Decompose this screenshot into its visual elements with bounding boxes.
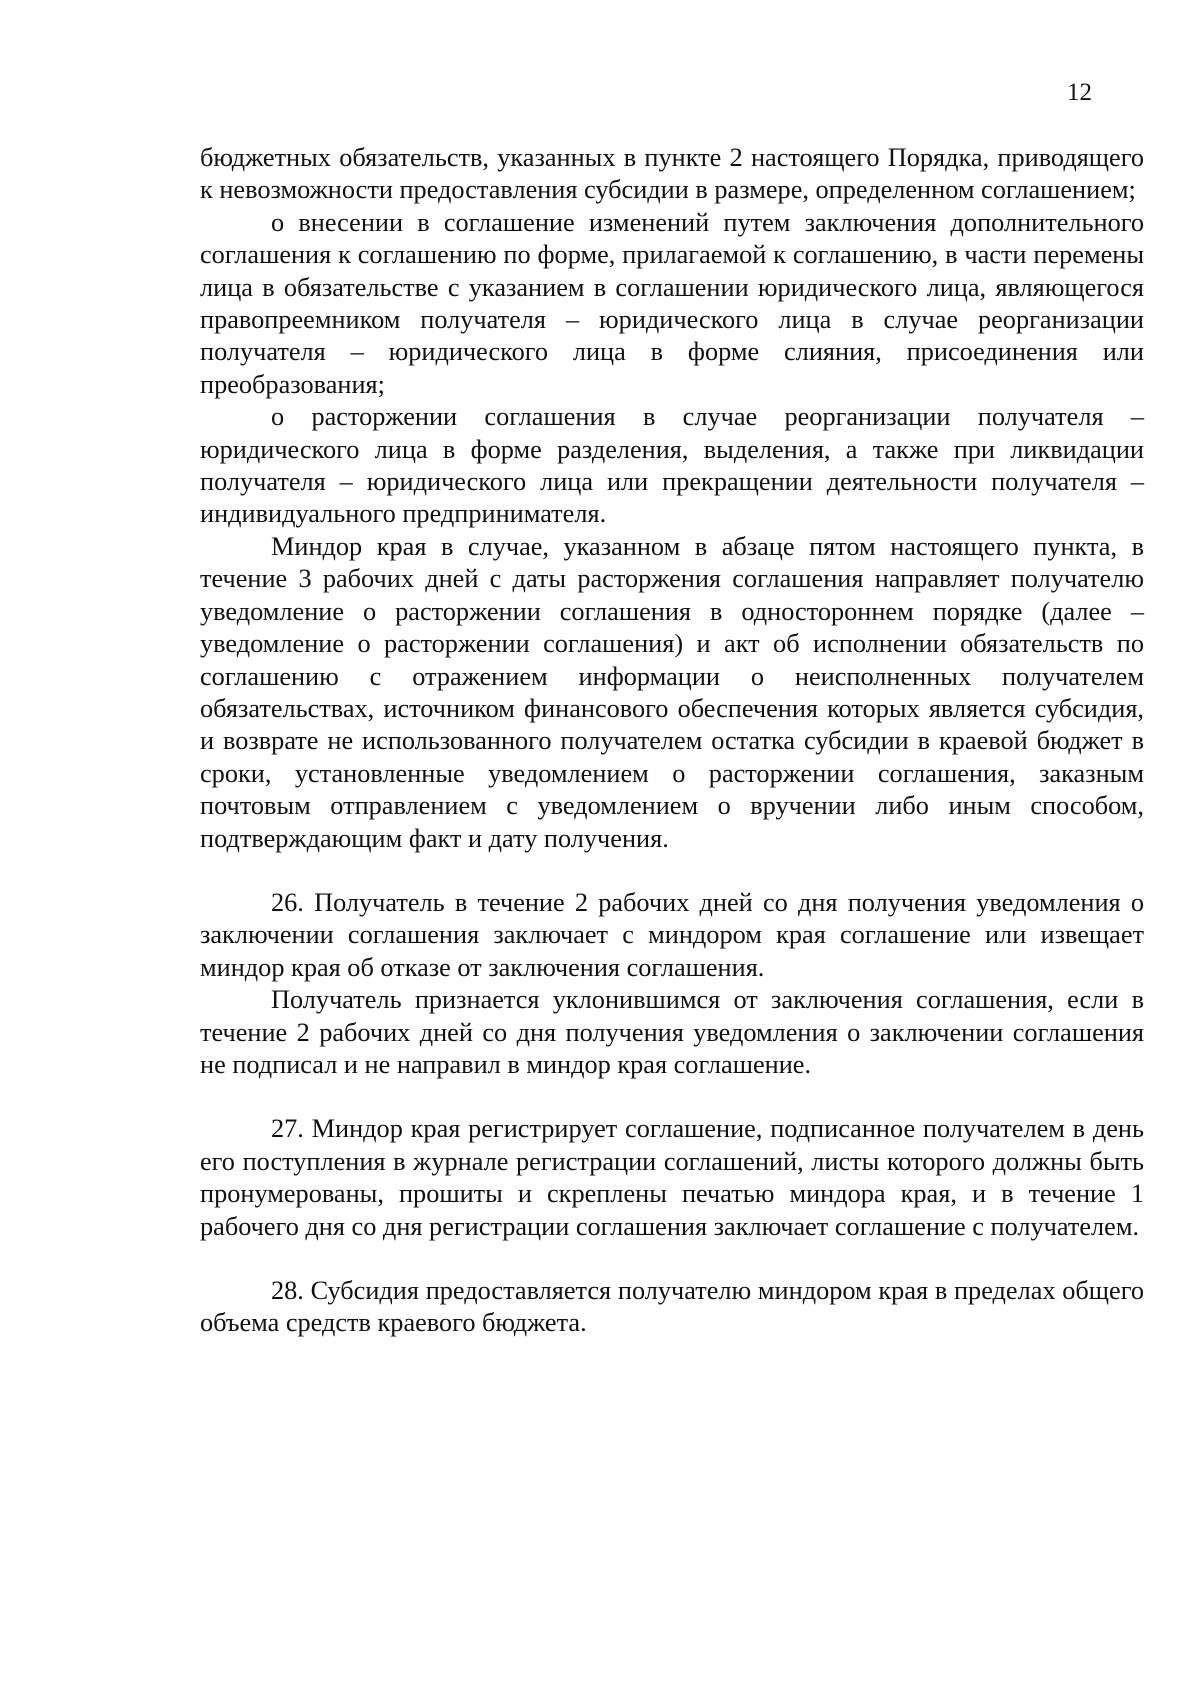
paragraph-termination-notice: Миндор края в случае, указанном в абзаце пятом настоящего пункта, в течение 3 рабочих дней с даты расторжения соглашения направляет получателю уведомление о расторжении соглашения в одностороннем порядке (далее – уведомление о расторжении соглашения) и акт об исполнении обязательств по соглашению с отражением информации о неисполненных получателем обязательствах, источником финансового обеспечения которых является субсидия, и возврате не использованного получателем остатка субсидии в краевой бюджет в сроки, установленные уведомлением о расторжении соглашения, заказным почтовым отправлением с уведомлением о вручении либо иным способом, подтверждающим факт и дату получения.: [200, 531, 1144, 853]
paragraph-item-26: 26. Получатель в течение 2 рабочих дней со дня получения уведомления о заключении соглашения заключает с миндором края соглашение или извещает миндор края об отказе от заключения соглашения.: [200, 887, 1144, 982]
paragraph-budget-obligations: бюджетных обязательств, указанных в пункте 2 настоящего Порядка, приводящего к невозможности предоставления субсидии в размере, определенном соглашением;: [200, 143, 1144, 205]
paragraph-spacer: [200, 855, 1144, 887]
paragraph-agreement-termination: о расторжении соглашения в случае реорганизации получателя – юридического лица в форме разделения, выделения, а также при ликвидации получателя – юридического лица или прекращении деятельности получателя – индивидуального предпринимателя.: [200, 402, 1144, 529]
document-body: [200, 142, 1144, 1340]
paragraph-item-27: 27. Миндор края регистрирует соглашение, подписанное получателем в день его поступления в журнале регистрации соглашений, листы которого должны быть пронумерованы, прошиты и скреплены печатью миндора края, и в течение 1 рабочего дня со дня регистрации соглашения заключает соглашение с получателем.: [200, 1114, 1144, 1241]
paragraph-item-26-evasion: Получатель признается уклонившимся от заключения соглашения, если в течение 2 рабочих дней со дня получения уведомления о заключении соглашения не подписал и не направил в миндор края соглашение.: [200, 985, 1144, 1079]
page-number: 12: [1067, 79, 1092, 106]
paragraph-agreement-amendment: о внесении в соглашение изменений путем заключения дополнительного соглашения к соглашению по форме, прилагаемой к соглашению, в части перемены лица в обязательстве с указанием в соглашении юридического лица, являющегося правопреемником получателя – юридического лица в случае реорганизации получателя – юридического лица в форме слияния, присоединения или преобразования;: [200, 207, 1144, 399]
paragraph-item-28: 28. Субсидия предоставляется получателю миндором края в пределах общего объема средств краевого бюджета.: [200, 1276, 1144, 1338]
paragraph-spacer: [200, 1243, 1144, 1275]
paragraph-spacer: [200, 1081, 1144, 1113]
